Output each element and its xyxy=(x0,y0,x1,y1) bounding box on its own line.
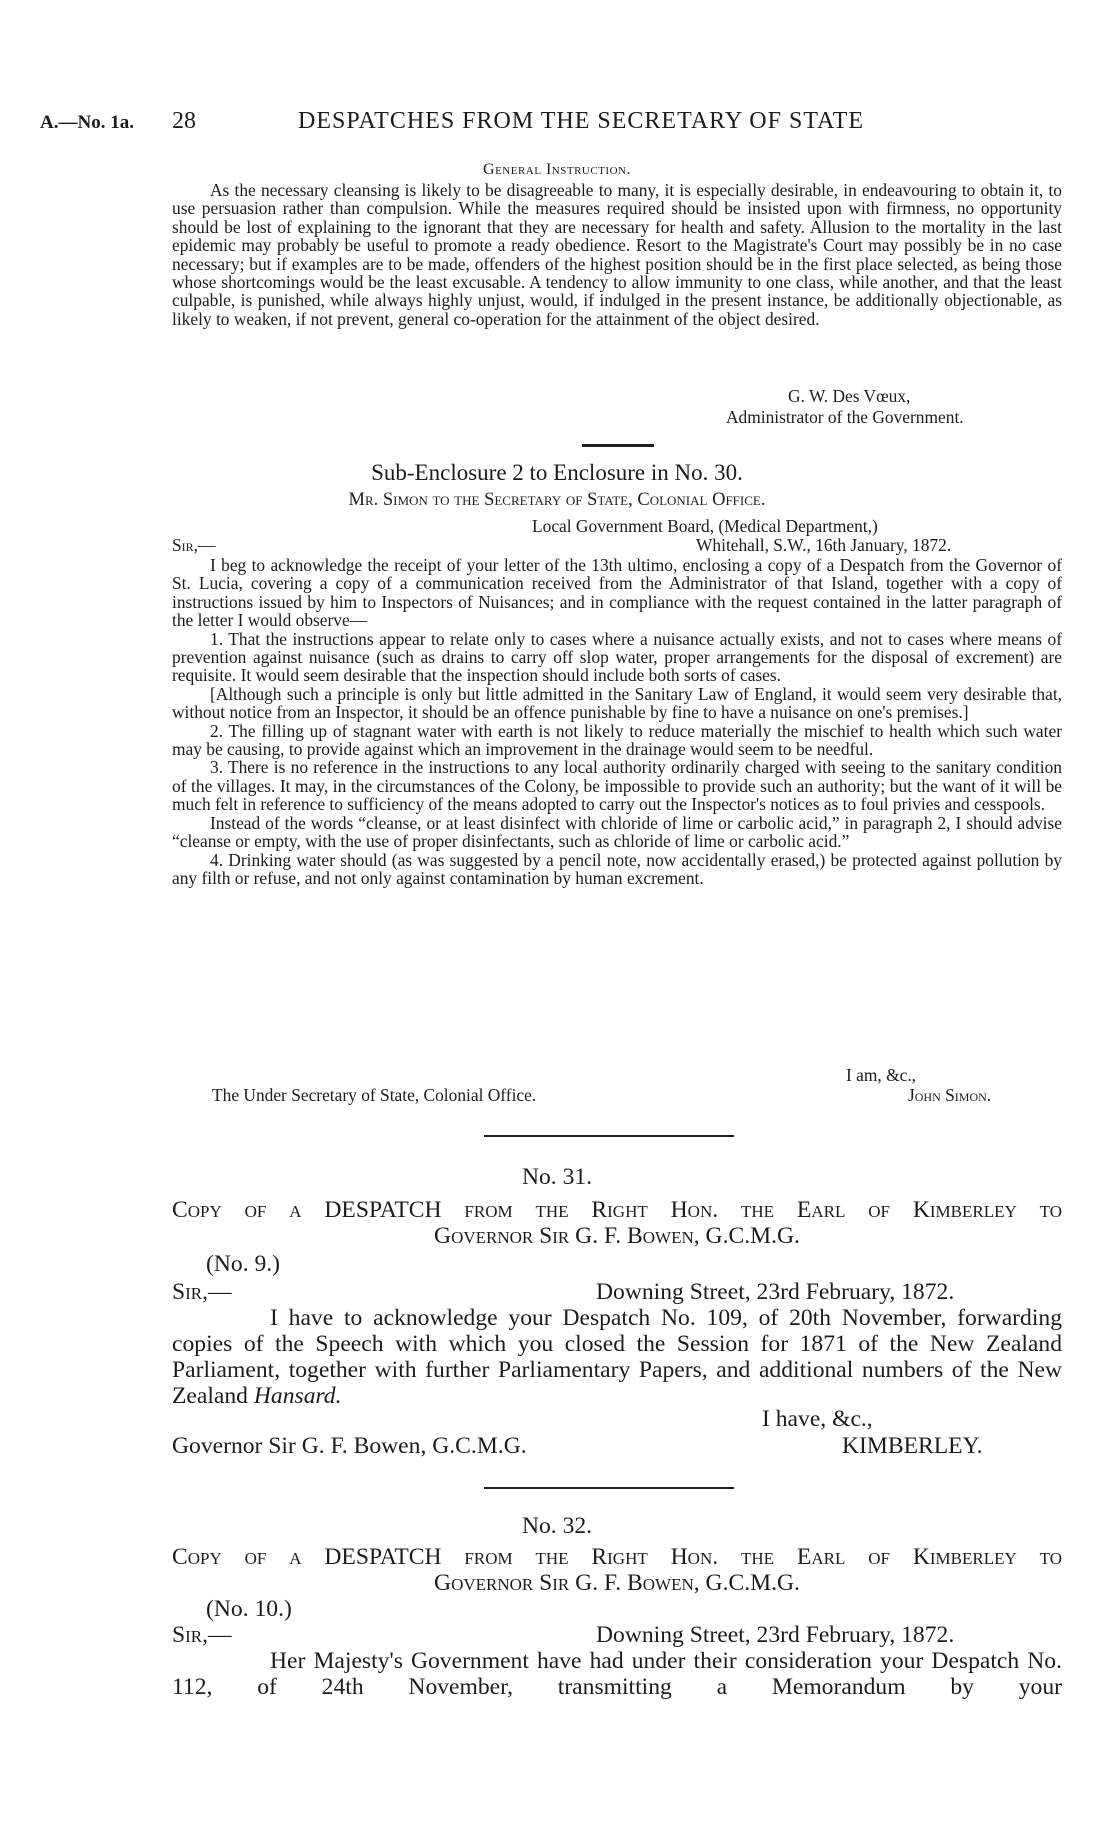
despatch-31-body-italic: Hansard. xyxy=(253,1383,342,1409)
letter-signature: John Simon. xyxy=(908,1085,992,1105)
salutation: Sir,— xyxy=(172,535,216,555)
page-title: DESPATCHES FROM THE SECRETARY OF STATE xyxy=(298,108,865,134)
section-divider xyxy=(484,1135,734,1137)
letter-point-4: 4. Drinking water should (as was suggested by a pencil note, now accidentally erased,) be protected against pollution by any filth or refuse, and not only against contamination by human excrement. xyxy=(172,849,1062,888)
letter-point-3: 3. There is no reference in the instructions to any local authority ordinarily charged with seeing to the sanitary condition of the villages. It may, in the circumstances of the Colony, be impossible to provide such an authority; but the want of it will be much felt in reference to sufficiency of the means adopted to carry out the Inspector's notices as to foul privies and cesspools. xyxy=(172,757,1062,815)
sub-enclosure-subheading: Mr. Simon to the Secretary of State, Colonial Office. xyxy=(348,490,766,510)
despatch-32-paragraph: Her Majesty's Government have had under their consideration your Despatch No. 112, of 24th November, transmitting a Memorandum by your xyxy=(172,1648,1062,1700)
sender-address-line-2: Whitehall, S.W., 16th January, 1872. xyxy=(696,535,952,555)
section-divider xyxy=(582,444,654,447)
sender-address-line-1: Local Government Board, (Medical Department,) xyxy=(532,516,878,536)
general-instruction-heading: General Instruction. xyxy=(483,161,631,178)
despatch-31-heading: No. 31. xyxy=(521,1164,593,1190)
despatch-31-date: Downing Street, 23rd February, 1872. xyxy=(596,1279,955,1305)
despatch-32-reference: (No. 10.) xyxy=(206,1596,292,1622)
despatch-31-body-text: I have to acknowledge your Despatch No. 109, of 20th November, forwarding copies of the Speech with which you closed the Session for 1871 of the New Zealand Parliament, together with further Parliamentary Papers, and additional numbers of the New Zealand xyxy=(172,1305,1062,1409)
despatch-31-title-line-1: Copy of a DESPATCH from the Right Hon. the Earl of Kimberley to xyxy=(172,1197,1062,1223)
despatch-31-addressee: Governor Sir G. F. Bowen, G.C.M.G. xyxy=(172,1433,527,1459)
general-instruction-paragraph: As the necessary cleansing is likely to be disagreeable to many, it is especially desirable, in endeavouring to obtain it, to use persuasion rather than compulsion. While the measures required should be insisted upon with firmness, no opportunity should be lost of explaining to the ignorant that they are necessary for health and safety. Allusion to the mortality in the last epidemic may probably be useful to promote a ready obedience. Resort to the Magistrate's Court may possibly be in no case necessary; but if examples are to be made, offenders of the highest position should be in the first place selected, as being those whose shortcomings would be the least excusable. A tendency to allow immunity to one class, while another, and that the least culpable, is punished, while always highly unjust, would, if indulged in the present instance, be additionally objectionable, as likely to weaken, if not prevent, general co-operation for the attainment of the object desired. xyxy=(172,180,1062,329)
letter-addressee: The Under Secretary of State, Colonial Office. xyxy=(212,1085,537,1105)
general-instruction-signature: G. W. Des Vœux, xyxy=(788,386,911,406)
letter-point-1: 1. That the instructions appear to relate only to cases where a nuisance actually exists, and not to cases where means of prevention against nuisance (such as drains to carry off slop water, proper arrangements for the disposal of excrement) are requisite. It would seem desirable that the inspection should include both sorts of cases. xyxy=(172,628,1062,686)
despatch-31-paragraph xyxy=(172,1305,1062,1409)
despatch-32-title-line-2: Governor Sir G. F. Bowen, G.C.M.G. xyxy=(434,1570,800,1596)
despatch-32-title xyxy=(172,1544,1062,1596)
despatch-31-signature: KIMBERLEY. xyxy=(842,1433,983,1459)
despatch-31-reference: (No. 9.) xyxy=(206,1251,281,1277)
despatch-32-heading: No. 32. xyxy=(521,1513,593,1539)
despatch-31-title-line-2: Governor Sir G. F. Bowen, G.C.M.G. xyxy=(434,1223,800,1249)
despatch-32-body xyxy=(172,1648,1062,1700)
letter-instead-paragraph: Instead of the words “cleanse, or at least disinfect with chloride of lime or carbolic acid,” in paragraph 2, I should advise “cleanse or empty, with the use of proper disinfectants, such as chloride of lime or carbolic acid.” xyxy=(172,812,1062,852)
despatch-32-date: Downing Street, 23rd February, 1872. xyxy=(596,1622,955,1648)
general-instruction-signature-title: Administrator of the Government. xyxy=(726,407,964,427)
general-instruction-body xyxy=(172,181,1062,328)
sub-enclosure-letter-body xyxy=(172,556,1062,887)
sub-enclosure-heading: Sub-Enclosure 2 to Enclosure in No. 30. xyxy=(371,460,743,485)
despatch-32-title-line-1: Copy of a DESPATCH from the Right Hon. the Earl of Kimberley to xyxy=(172,1544,1062,1570)
despatch-31-closing: I have, &c., xyxy=(762,1406,873,1432)
letter-closing: I am, &c., xyxy=(846,1065,917,1085)
letter-point-2: 2. The filling up of stagnant water with earth is not likely to reduce materially the mischief to health which such water may be causing, to provide against which an improvement in the drainage would seem to be needful. xyxy=(172,720,1062,760)
section-divider xyxy=(484,1487,734,1489)
page-number: 28 xyxy=(172,108,196,134)
letter-bracketed-note: [Although such a principle is only but little admitted in the Sanitary Law of England, it would seem very desirable that, without notice from an Inspector, it should be an offence punishable by fine to have a nuisance on one's premises.] xyxy=(172,683,1062,723)
despatch-31-title xyxy=(172,1197,1062,1249)
document-reference: A.—No. 1a. xyxy=(40,112,134,133)
despatch-31-body xyxy=(172,1305,1062,1409)
despatch-32-salutation: Sir,— xyxy=(172,1622,232,1648)
letter-intro-paragraph: I beg to acknowledge the receipt of your letter of the 13th ultimo, enclosing a copy of a Despatch from the Governor of St. Lucia, covering a copy of a communication received from the Administrator of that Island, together with a copy of instructions issued by him to Inspectors of Nuisances; and in compliance with the request contained in the latter paragraph of the letter I would observe— xyxy=(172,555,1062,631)
despatch-31-salutation: Sir,— xyxy=(172,1279,232,1305)
